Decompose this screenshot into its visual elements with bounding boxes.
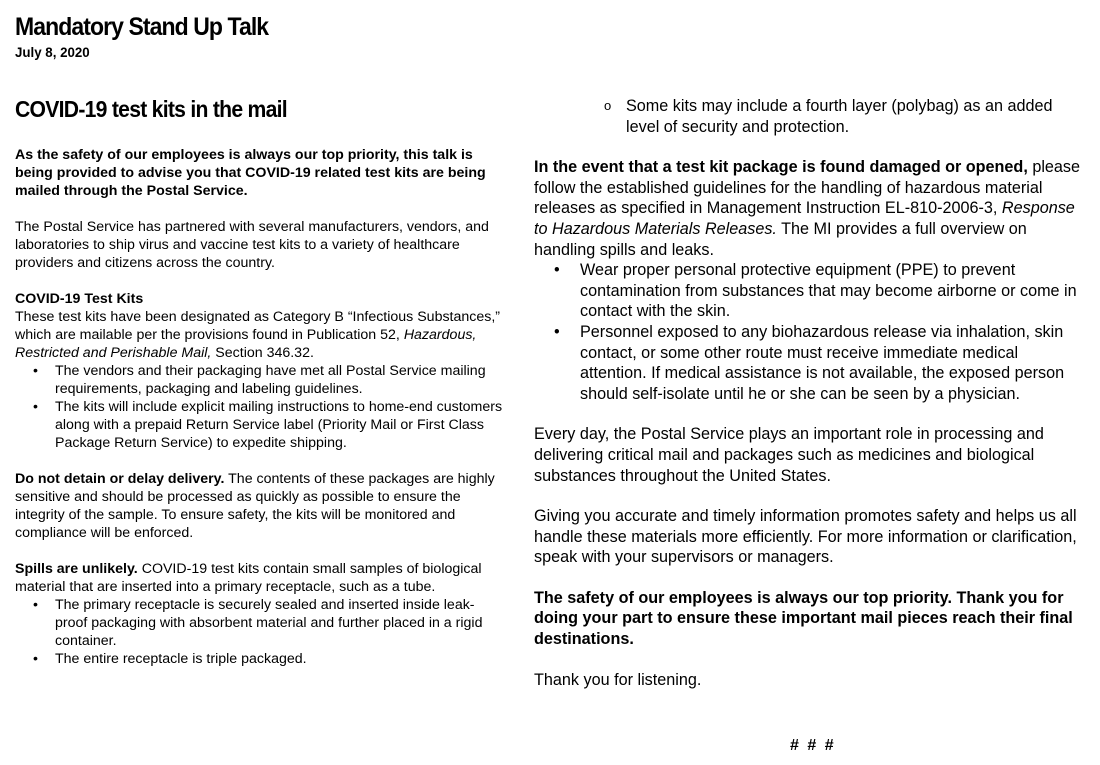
mi-title: Response to Hazardous Materials Releases. (534, 199, 1075, 238)
right-column (534, 96, 1086, 690)
spills-paragraph (15, 560, 505, 596)
list-item: • Wear proper personal protective equipment (PPE) to prevent contamination from substances that may become airborne or come in contact with the skin. (534, 260, 1086, 322)
event-paragraph (534, 157, 1086, 260)
test-kits-text-2: Section 346.32. (211, 345, 314, 361)
test-kits-heading: COVID-19 Test Kits (15, 291, 144, 307)
delay-text: The contents of these packages are highly sensitive and should be processed as quickly as possible to ensure the integrity of the sample. To ensure safety, the kits will be monitored and compliance will be enforced. (15, 471, 495, 541)
list-item: • The entire receptacle is triple packaged. (15, 650, 505, 668)
delay-lead: Do not detain or delay delivery. (15, 471, 225, 487)
page-date: July 8, 2020 (15, 44, 90, 60)
page-title: Mandatory Stand Up Talk (15, 13, 269, 41)
delay-paragraph (15, 470, 505, 542)
list-item: o Some kits may include a fourth layer (polybag) as an added level of security and protection. (534, 96, 1086, 137)
spill-bullet-list (15, 596, 505, 668)
document-heading: COVID-19 test kits in the mail (15, 96, 287, 122)
event-lead: In the event that a test kit package is found damaged or opened, (534, 158, 1028, 177)
kit-bullet-list (15, 362, 505, 452)
list-item: • Personnel exposed to any biohazardous release via inhalation, skin contact, or some other route must receive immediate medical attention. If medical assistance is not available, the exposed person should self-isolate until he or she can be seen by a physician. (534, 322, 1086, 404)
spills-text: COVID-19 test kits contain small samples of biological material that are inserted into a primary receptacle, such as a tube. (15, 561, 482, 595)
giving-paragraph: Giving you accurate and timely information promotes safety and helps us all handle these materials more efficiently. For more information or clarification, speak with your supervisors or managers. (534, 507, 1077, 567)
list-item: • The vendors and their packaging have met all Postal Service mailing requirements, packaging and labeling guidelines. (15, 362, 505, 398)
event-bullet-list (534, 260, 1086, 404)
intro-paragraph: As the safety of our employees is always our top priority, this talk is being provided to advise you that COVID-19 related test kits are being mailed through the Postal Service. (15, 147, 486, 199)
end-mark: # # # (790, 737, 836, 754)
event-text-2: The MI provides a full overview on handling spills and leaks. (534, 219, 1027, 259)
test-kits-paragraph (15, 308, 505, 362)
event-text-1: please follow the established guidelines for the handling of hazardous material releases as specified in Management Instruction EL-810-2006-3, (534, 158, 1081, 218)
list-item: • The kits will include explicit mailing instructions to home-end customers along with a prepaid Return Service label (Priority Mail or First Class Package Return Service) to expedite shipping. (15, 398, 505, 452)
spills-lead: Spills are unlikely. (15, 561, 138, 577)
left-column (15, 146, 505, 668)
thanks-paragraph: Thank you for listening. (534, 670, 702, 689)
closing-paragraph: The safety of our employees is always our top priority. Thank you for doing your part to ensure these important mail pieces reach their final destinations. (534, 588, 1073, 649)
publication-title: Hazardous, Restricted and Perishable Mail, (15, 327, 477, 361)
every-day-paragraph: Every day, the Postal Service plays an important role in processing and delivering critical mail and packages such as medicines and biological substances throughout the United States. (534, 425, 1044, 485)
sub-bullet-list (534, 96, 1086, 137)
partnered-paragraph: The Postal Service has partnered with several manufacturers, vendors, and laboratories to ship virus and vaccine test kits to a variety of healthcare providers and citizens across the country. (15, 219, 489, 271)
test-kits-text-1: These test kits have been designated as Category B “Infectious Substances,” which are mailable per the provisions found in Publication 52, (15, 309, 501, 343)
list-item: • The primary receptacle is securely sealed and inserted inside leak-proof packaging with absorbent material and further placed in a rigid container. (15, 596, 505, 650)
